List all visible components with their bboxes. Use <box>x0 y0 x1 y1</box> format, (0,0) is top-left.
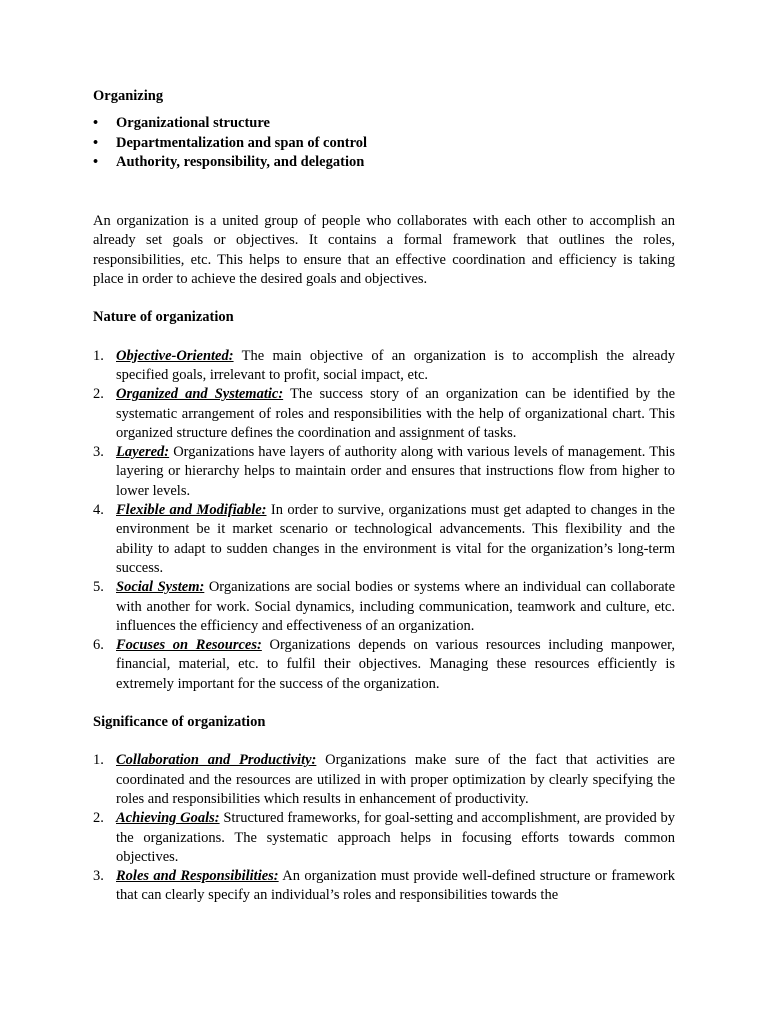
bullet-icon: • <box>93 115 99 132</box>
list-item: • Organizational structure <box>93 114 675 133</box>
section-heading-significance: Significance of organization <box>93 714 266 731</box>
bullet-icon: • <box>93 134 99 151</box>
intro-paragraph: An organization is a united group of people who collaborates with each other to accomplish an already set goals or objectives. It contains a formal framework that outlines the roles, responsibilities, etc. This helps to ensure that an effective coordination and efficiency is taking place in order to achieve the desired goals and objectives. <box>93 213 675 288</box>
list-item: 2. Achieving Goals: Structured frameworks, for goal-setting and accomplishment, are provided by the organizations. The systematic approach helps in focusing efforts towards common objectives. <box>93 810 675 865</box>
list-item: 5. Social System: Organizations are social bodies or systems where an individual can collaborate with another for work. Social dynamics, including communication, teamwork and culture, etc. influences the efficiency and effectiveness of an organization. <box>93 579 676 634</box>
list-item: 2. Organized and Systematic: The success story of an organization can be identified by the systematic arrangement of roles and responsibilities with the help of organizational chart. This organized structure defines the coordination and assignment of tasks. <box>93 386 675 441</box>
list-item: • Authority, responsibility, and delegation <box>93 153 675 172</box>
list-item: 3. Layered: Organizations have layers of authority along with various levels of management. This layering or hierarchy helps to maintain order and ensures that instructions flow from higher to lower levels. <box>93 444 675 499</box>
bullet-icon: • <box>93 153 99 170</box>
section-heading-nature: Nature of organization <box>93 309 234 326</box>
nature-list <box>93 347 675 694</box>
list-item: 3. Roles and Responsibilities: An organization must provide well-defined structure or framework that can clearly specify an individual’s roles and responsibilities towards the <box>93 868 675 904</box>
topic-list <box>93 114 675 172</box>
list-item: 6. Focuses on Resources: Organizations depends on various resources including manpower, financial, material, etc. to fulfil their objectives. Managing these resources efficiently is extremely important for the success of the organization. <box>93 637 675 692</box>
significance-list <box>93 751 675 905</box>
document-body <box>93 87 675 906</box>
list-item: 1. Objective-Oriented: The main objective of an organization is to accomplish the already specified goals, irrelevant to profit, social impact, etc. <box>93 347 675 383</box>
page-title: Organizing <box>93 88 164 104</box>
list-item: 4. Flexible and Modifiable: In order to survive, organizations must get adapted to changes in the environment be it market scenario or technological advancements. This flexibility and the ability to adapt to sudden changes in the environment is vital for the organization’s long-term success. <box>93 502 675 576</box>
list-item: 1. Collaboration and Productivity: Organizations make sure of the fact that activities are coordinated and the resources are utilized in with proper optimization by clearly specifying the roles and responsibilities which results in enhancement of productivity. <box>93 752 675 807</box>
list-item: • Departmentalization and span of control <box>93 134 675 153</box>
